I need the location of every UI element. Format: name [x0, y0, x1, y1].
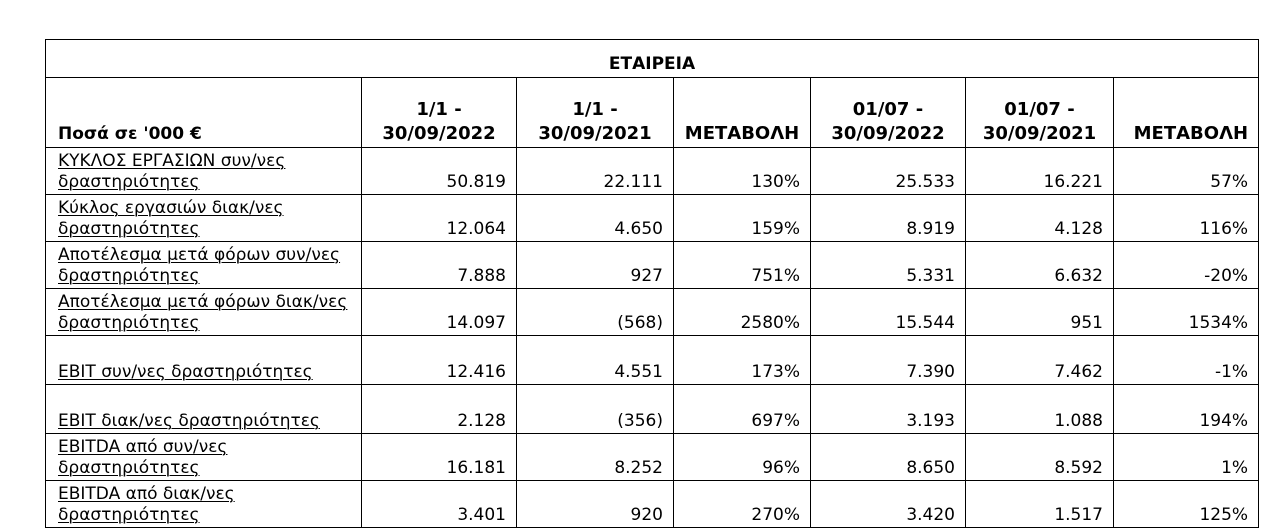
value-q3-2022: 15.544	[811, 289, 966, 336]
row-label	[46, 289, 362, 336]
value-q3-2021: 1.517	[966, 481, 1114, 528]
row-label-line2: δραστηριότητες	[58, 458, 200, 478]
table-row	[46, 289, 1259, 336]
value-9m-2022: 2.128	[362, 385, 517, 434]
value-change-9m: 2580%	[674, 289, 811, 336]
table-row	[46, 148, 1259, 195]
value-q3-2021: 6.632	[966, 242, 1114, 289]
table-row	[46, 195, 1259, 242]
financial-results-table	[45, 39, 1259, 528]
value-9m-2022: 12.416	[362, 336, 517, 385]
value-q3-2021: 1.088	[966, 385, 1114, 434]
value-q3-2021: 7.462	[966, 336, 1114, 385]
value-q3-2021: 8.592	[966, 434, 1114, 481]
header-line2: 30/09/2022	[831, 123, 945, 144]
value-9m-2021: 4.650	[517, 195, 674, 242]
value-change-9m: 96%	[674, 434, 811, 481]
value-change-q3: 1534%	[1114, 289, 1259, 336]
header-quarter-2022	[811, 78, 966, 148]
header-line2: 30/09/2021	[982, 123, 1097, 144]
value-change-9m: 270%	[674, 481, 811, 528]
row-label-line2: δραστηριότητες	[58, 266, 200, 286]
value-9m-2022: 12.064	[362, 195, 517, 242]
row-label-line2: EBIT συν/νες δραστηριότητες	[58, 362, 313, 382]
value-change-9m: 697%	[674, 385, 811, 434]
header-period-2021	[517, 78, 674, 148]
header-line1: ΜΕΤΑΒΟΛΗ	[684, 123, 800, 144]
row-label-line1: Κύκλος εργασιών διακ/νες	[58, 198, 284, 218]
header-line1: 01/07 -	[852, 99, 924, 120]
value-9m-2022: 50.819	[362, 148, 517, 195]
value-change-9m: 130%	[674, 148, 811, 195]
value-q3-2021: 951	[966, 289, 1114, 336]
table-row	[46, 385, 1259, 434]
value-q3-2022: 5.331	[811, 242, 966, 289]
value-change-q3: -1%	[1114, 336, 1259, 385]
value-change-q3: 194%	[1114, 385, 1259, 434]
row-label	[46, 195, 362, 242]
value-change-9m: 173%	[674, 336, 811, 385]
value-9m-2021: 927	[517, 242, 674, 289]
row-label	[46, 242, 362, 289]
value-9m-2021: 920	[517, 481, 674, 528]
value-9m-2022: 16.181	[362, 434, 517, 481]
value-q3-2022: 8.650	[811, 434, 966, 481]
row-label-line1: Αποτέλεσμα μετά φόρων συν/νες	[58, 245, 341, 265]
table-row	[46, 481, 1259, 528]
header-quarter-2021	[966, 78, 1114, 148]
table-title-row	[46, 40, 1259, 78]
value-change-q3: -20%	[1114, 242, 1259, 289]
value-change-q3: 57%	[1114, 148, 1259, 195]
value-9m-2022: 14.097	[362, 289, 517, 336]
value-q3-2022: 8.919	[811, 195, 966, 242]
value-q3-2021: 16.221	[966, 148, 1114, 195]
row-label-line2: δραστηριότητες	[58, 313, 200, 333]
header-line1: ΜΕΤΑΒΟΛΗ	[1133, 123, 1249, 144]
value-9m-2021: 4.551	[517, 336, 674, 385]
value-9m-2022: 3.401	[362, 481, 517, 528]
value-9m-2021: (356)	[517, 385, 674, 434]
value-q3-2022: 3.193	[811, 385, 966, 434]
table-row	[46, 434, 1259, 481]
value-change-9m: 159%	[674, 195, 811, 242]
value-q3-2021: 4.128	[966, 195, 1114, 242]
header-line1: Ποσά σε '000 €	[58, 124, 202, 144]
row-label-line1: EBITDA από συν/νες	[58, 437, 228, 457]
value-q3-2022: 7.390	[811, 336, 966, 385]
header-amounts-label	[46, 78, 362, 148]
row-label	[46, 481, 362, 528]
table-row	[46, 336, 1259, 385]
row-label	[46, 336, 362, 385]
table-row	[46, 242, 1259, 289]
header-line1: 1/1 -	[572, 99, 618, 120]
row-label-line1: ΚΥΚΛΟΣ ΕΡΓΑΣΙΩΝ συν/νες	[58, 151, 286, 171]
header-change-quarter	[1114, 78, 1259, 148]
value-9m-2021: (568)	[517, 289, 674, 336]
row-label-line2: δραστηριότητες	[58, 219, 200, 239]
value-q3-2022: 3.420	[811, 481, 966, 528]
value-change-q3: 125%	[1114, 481, 1259, 528]
header-line1: 1/1 -	[416, 99, 462, 120]
table-header-row	[46, 78, 1259, 148]
header-line1: 01/07 -	[1004, 99, 1075, 120]
row-label-line1: Αποτέλεσμα μετά φόρων διακ/νες	[58, 292, 348, 312]
value-9m-2021: 8.252	[517, 434, 674, 481]
header-line2: 30/09/2022	[382, 123, 496, 144]
value-change-q3: 116%	[1114, 195, 1259, 242]
value-change-q3: 1%	[1114, 434, 1259, 481]
header-period-2022	[362, 78, 517, 148]
row-label	[46, 148, 362, 195]
row-label-line2: δραστηριότητες	[58, 505, 200, 525]
value-9m-2022: 7.888	[362, 242, 517, 289]
value-9m-2021: 22.111	[517, 148, 674, 195]
row-label-line1: EBITDA από διακ/νες	[58, 484, 235, 504]
row-label	[46, 434, 362, 481]
row-label-line2: δραστηριότητες	[58, 172, 200, 192]
row-label-line2: EBIT διακ/νες δραστηριότητες	[58, 411, 320, 431]
value-q3-2022: 25.533	[811, 148, 966, 195]
row-label	[46, 385, 362, 434]
table-title: ΕΤΑΙΡΕΙΑ	[46, 40, 1259, 78]
header-change-9m	[674, 78, 811, 148]
value-change-9m: 751%	[674, 242, 811, 289]
header-line2: 30/09/2021	[538, 123, 652, 144]
